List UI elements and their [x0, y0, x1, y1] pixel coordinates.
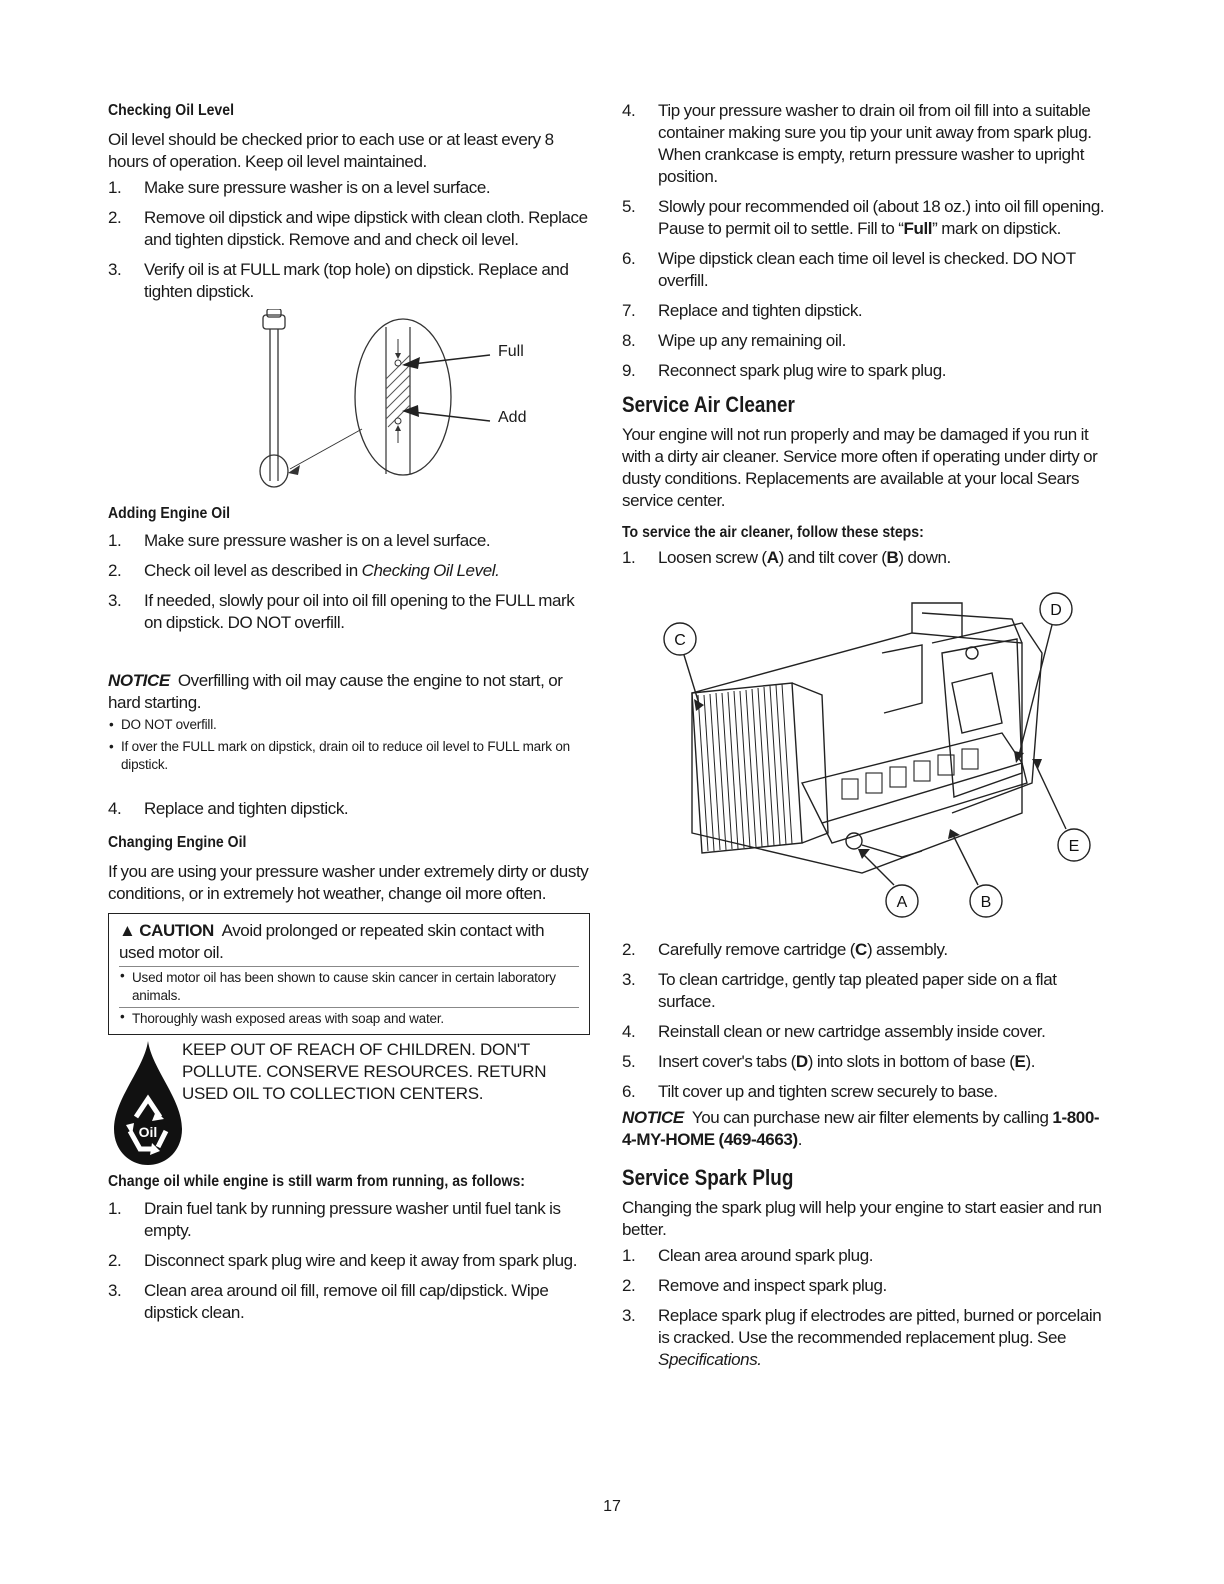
dipstick-figure	[108, 309, 590, 499]
adding-engine-oil-heading: Adding Engine Oil	[108, 505, 231, 522]
step-text: ) down.	[898, 548, 951, 567]
step-number: 1.	[622, 1246, 636, 1265]
step-number: 3.	[108, 260, 122, 279]
step-text: Replace spark plug if electrodes are pitted, burned or porcelain is cracked. Use the recommended replacement plug. See	[658, 1306, 1102, 1347]
step-text: Verify oil is at FULL mark (top hole) on dipstick. Replace and tighten dipstick.	[144, 260, 569, 301]
cross-reference: Checking Oil Level.	[361, 561, 500, 580]
notice-text: Overfilling with oil may cause the engine to not start, or hard starting.	[108, 671, 563, 712]
step-text-end: ” mark on dipstick.	[932, 219, 1061, 238]
step-text: Slowly pour recommended oil (about 18 oz.) into oil fill opening. Pause to permit oil to settle. Fill to “	[658, 197, 1105, 238]
list-item	[622, 1081, 1106, 1103]
phone-number: 1-800-4-MY-HOME (469-4663)	[622, 1108, 1100, 1149]
list-item	[622, 100, 1106, 188]
step-number: 9.	[622, 361, 636, 380]
list-item	[108, 259, 590, 303]
caution-text: Avoid prolonged or repeated skin contact with used motor oil.	[119, 921, 545, 962]
step-text: Carefully remove cartridge (	[658, 940, 856, 959]
step-text: ) and tilt cover (	[778, 548, 887, 567]
oil-recycle-icon	[108, 1039, 188, 1169]
full-mark-label: Full	[498, 343, 524, 360]
callout-e: E	[1068, 838, 1080, 855]
page-number: 17	[603, 1498, 621, 1515]
step-text: Loosen screw (	[658, 548, 767, 567]
step-number: 6.	[622, 249, 636, 268]
warm-engine-heading: Change oil while engine is still warm from running, as follows:	[108, 1173, 525, 1190]
air-notice-paragraph	[622, 1107, 1106, 1151]
list-item	[108, 590, 590, 634]
step-text: Make sure pressure washer is on a level surface.	[144, 531, 491, 550]
notice-label: NOTICE	[108, 671, 170, 690]
step-text: Make sure pressure washer is on a level surface.	[144, 178, 491, 197]
service-air-cleaner-heading: Service Air Cleaner	[622, 392, 795, 417]
step-number: 2.	[622, 1276, 636, 1295]
list-item	[622, 248, 1106, 292]
air-notice-end: .	[797, 1130, 803, 1149]
list-item	[108, 1198, 590, 1242]
checking-oil-level-heading: Checking Oil Level	[108, 102, 234, 119]
list-item	[622, 1021, 1106, 1043]
step-text: Reinstall clean or new cartridge assembly inside cover.	[658, 1022, 1046, 1041]
step-text: If needed, slowly pour oil into oil fill opening to the FULL mark on dipstick. DO NOT overfill.	[144, 591, 575, 632]
caution-paragraph	[119, 920, 579, 964]
cross-reference: Specifications.	[658, 1350, 762, 1369]
step-text: Replace and tighten dipstick.	[144, 799, 349, 818]
recycle-notice	[108, 1039, 590, 1169]
list-item	[622, 360, 1106, 382]
full-mark-word: Full	[903, 219, 933, 238]
air-cleaner-illustration	[622, 583, 1106, 933]
part-letter: C	[855, 940, 867, 959]
step-text: Reconnect spark plug wire to spark plug.	[658, 361, 947, 380]
caution-label: CAUTION	[139, 921, 214, 940]
list-item	[622, 939, 1106, 961]
add-mark-label: Add	[498, 409, 527, 426]
list-item	[108, 798, 590, 820]
list-item	[622, 1305, 1106, 1371]
step-text: Check oil level as described in	[144, 561, 362, 580]
step-number: 3.	[622, 1306, 636, 1325]
step-text: Tip your pressure washer to drain oil from oil fill into a suitable container making sure you tip your unit away from spark plug. When crankcase is empty, return pressure washer to upright position.	[658, 101, 1092, 186]
step-text: ).	[1025, 1052, 1036, 1071]
step-number: 1.	[622, 548, 636, 567]
list-item	[622, 1051, 1106, 1073]
step-number: 4.	[108, 799, 122, 818]
step-number: 2.	[622, 940, 636, 959]
step-number: 2.	[108, 561, 122, 580]
notice-bullet: • DO NOT overfill.	[108, 716, 590, 734]
step-number: 5.	[622, 1052, 636, 1071]
step-text: Clean area around spark plug.	[658, 1246, 874, 1265]
step-number: 5.	[622, 197, 636, 216]
changing-intro: If you are using your pressure washer under extremely dirty or dusty conditions, or in extremely hot weather, change oil more often.	[108, 862, 589, 903]
changing-engine-oil-heading: Changing Engine Oil	[108, 834, 247, 851]
step-text: Drain fuel tank by running pressure washer until fuel tank is empty.	[144, 1199, 561, 1240]
step-number: 4.	[622, 101, 636, 120]
dipstick-illustration	[108, 309, 590, 499]
step-text: Remove and inspect spark plug.	[658, 1276, 887, 1295]
list-item	[622, 330, 1106, 352]
step-text: Disconnect spark plug wire and keep it away from spark plug.	[144, 1251, 578, 1270]
list-item	[108, 177, 590, 199]
service-spark-plug-heading: Service Spark Plug	[622, 1165, 794, 1190]
step-number: 3.	[622, 970, 636, 989]
list-item	[622, 969, 1106, 1013]
list-item	[108, 530, 590, 552]
step-number: 4.	[622, 1022, 636, 1041]
callout-c: C	[674, 632, 686, 649]
step-text: Replace and tighten dipstick.	[658, 301, 863, 320]
list-item	[622, 547, 1106, 569]
list-item	[108, 560, 590, 582]
air-cleaner-intro: Your engine will not run properly and may be damaged if you run it with a dirty air cleaner. Service more often if operating under dirty or dusty conditions. Replacements are available at your local Sears service center.	[622, 425, 1098, 510]
list-item	[108, 207, 590, 251]
step-number: 6.	[622, 1082, 636, 1101]
step-text: Remove oil dipstick and wipe dipstick with clean cloth. Replace and tighten dipstick. Remove and and check oil level.	[144, 208, 588, 249]
checking-intro: Oil level should be checked prior to each use or at least every 8 hours of operation. Keep oil level maintained.	[108, 130, 554, 171]
step-number: 1.	[108, 1199, 122, 1218]
list-item	[622, 300, 1106, 322]
step-text: Wipe up any remaining oil.	[658, 331, 846, 350]
caution-bullet: • Used motor oil has been shown to cause skin cancer in certain laboratory animals.	[119, 966, 579, 1005]
step-number: 8.	[622, 331, 636, 350]
callout-b: B	[980, 894, 992, 911]
part-letter: E	[1014, 1052, 1026, 1071]
notice-label: NOTICE	[622, 1108, 684, 1127]
step-number: 7.	[622, 301, 636, 320]
air-cleaner-steps-heading: To service the air cleaner, follow these steps:	[622, 524, 924, 541]
recycle-text: KEEP OUT OF REACH OF CHILDREN. DON'T POLLUTE. CONSERVE RESOURCES. RETURN USED OIL TO COLLECTION CENTERS.	[182, 1040, 547, 1103]
callout-d: D	[1050, 602, 1062, 619]
step-number: 3.	[108, 1281, 122, 1300]
step-number: 3.	[108, 591, 122, 610]
part-letter: B	[886, 548, 899, 567]
step-number: 2.	[108, 1251, 122, 1270]
left-column	[108, 100, 590, 1324]
notice-paragraph	[108, 670, 590, 714]
caution-box	[108, 913, 590, 1035]
air-notice-text: You can purchase new air filter elements by calling	[691, 1108, 1049, 1127]
list-item	[108, 1280, 590, 1324]
notice-bullet: • If over the FULL mark on dipstick, drain oil to reduce oil level to FULL mark on dipstick.	[108, 738, 590, 774]
step-text: Wipe dipstick clean each time oil level is checked. DO NOT overfill.	[658, 249, 1076, 290]
list-item	[622, 1245, 1106, 1267]
spark-plug-intro: Changing the spark plug will help your engine to start easier and run better.	[622, 1198, 1102, 1239]
step-text: ) assembly.	[866, 940, 948, 959]
step-text: Tilt cover up and tighten screw securely to base.	[658, 1082, 998, 1101]
step-number: 2.	[108, 208, 122, 227]
warning-triangle-icon: ▲	[119, 921, 136, 940]
step-number: 1.	[108, 531, 122, 550]
air-cleaner-figure	[622, 583, 1106, 933]
part-letter: A	[766, 548, 779, 567]
step-number: 1.	[108, 178, 122, 197]
callout-a: A	[896, 894, 908, 911]
caution-bullet: • Thoroughly wash exposed areas with soap and water.	[119, 1007, 579, 1028]
part-letter: D	[795, 1052, 808, 1071]
list-item	[622, 1275, 1106, 1297]
oil-icon-text: Oil	[138, 1124, 158, 1140]
step-text: To clean cartridge, gently tap pleated paper side on a flat surface.	[658, 970, 1057, 1011]
step-text: Insert cover's tabs (	[658, 1052, 796, 1071]
list-item	[108, 1250, 590, 1272]
list-item	[622, 196, 1106, 240]
step-text: ) into slots in bottom of base (	[807, 1052, 1015, 1071]
right-column	[622, 100, 1106, 1371]
step-text: Clean area around oil fill, remove oil fill cap/dipstick. Wipe dipstick clean.	[144, 1281, 549, 1322]
